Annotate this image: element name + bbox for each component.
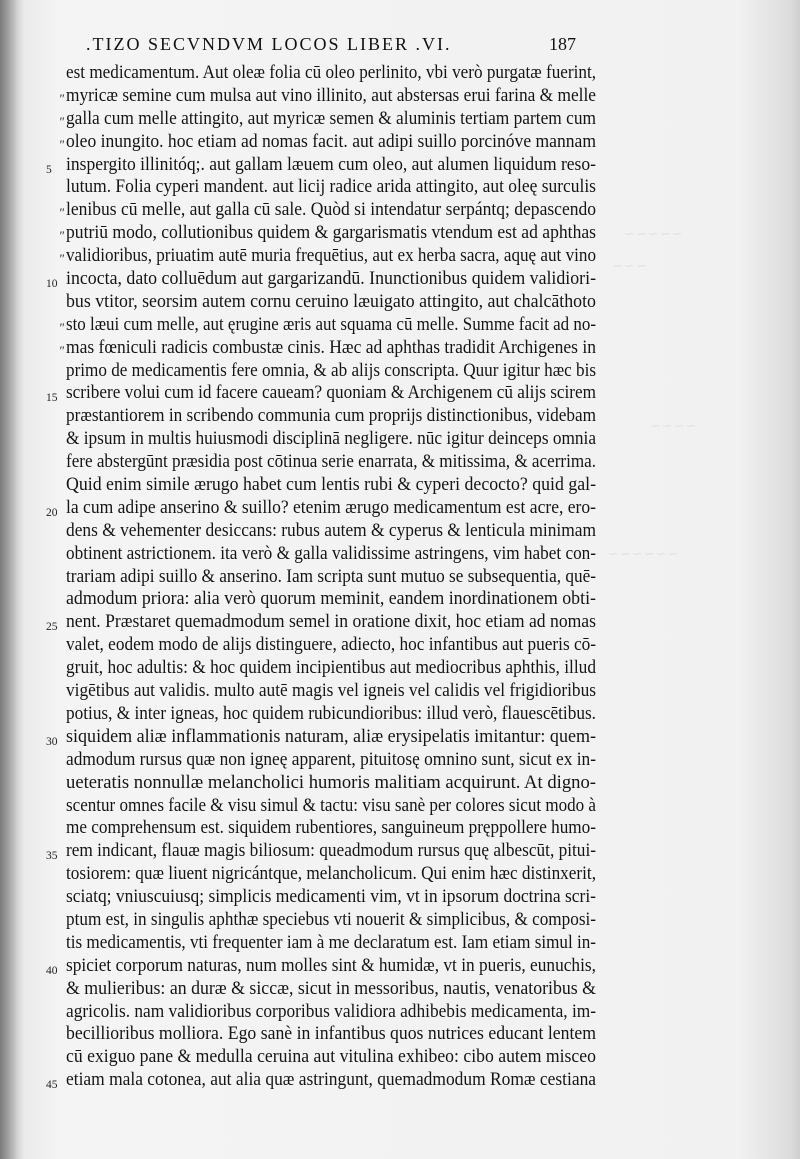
line-text: gruit, hoc adultis: & hoc quidem incipientibus aut mediocribus aphthis, illud xyxy=(66,657,597,679)
text-line xyxy=(46,382,597,405)
text-line xyxy=(66,451,596,474)
quotation-margin-mark: " xyxy=(58,343,64,358)
text-line xyxy=(66,566,596,589)
text-line xyxy=(46,1069,597,1092)
text-line xyxy=(46,725,597,749)
line-text: scentur omnes facile & visu simul & tactu: visu sanè per colores sicut modo à xyxy=(66,794,596,816)
line-text: validioribus, priuatim autē muria frequētius, aut ex herba sacra, aquę aut vino xyxy=(66,245,597,267)
line-text: potius, & inter igneas, hoc quidem rubicundioribus: illud verò, flauescētibus. xyxy=(66,702,596,724)
text-line xyxy=(66,360,596,383)
text-line xyxy=(46,954,596,978)
line-text: inspergito illinitóq;. aut gallam læuem cum oleo, aut alumen liquidum reso- xyxy=(66,153,596,175)
line-text: Quid enim simile ærugo habet cum lentis rubi & cyperi decocto? quid gal- xyxy=(66,474,597,496)
line-text: tosiorem: quæ liuent nigricántque, melancholicum. Qui enim hæc distinxerit, xyxy=(66,863,597,885)
line-text: & ipsum in multis huiusmodi disciplinā negligere. nūc igitur deinceps omnia xyxy=(66,428,597,450)
text-line xyxy=(58,222,597,245)
line-text: myricæ semine cum mulsa aut vino illinito, aut abstersas erui farina & melle xyxy=(66,84,596,106)
text-line xyxy=(66,772,596,795)
line-text: fere abstergūnt præsidia post cōtinua serie enarrata, & mitissima, & acerrima. xyxy=(66,451,596,473)
line-text: galla cum melle attingito, aut myricæ semen & aluminis tertiam partem cum xyxy=(66,107,597,129)
line-text: præstantiorem in scribendo communia cum proprijs distinctionibus, videbam xyxy=(66,405,597,427)
quotation-margin-mark: " xyxy=(58,206,64,221)
line-number: 45 xyxy=(46,1079,58,1092)
line-text: becillioribus molliora. Ego sanè in infantibus quos nutrices educant lentem xyxy=(66,1023,596,1045)
line-text: sciatq; vniuscuiusq; simplicis medicamenti vim, vt in ipsorum doctrina scri- xyxy=(66,886,596,908)
running-title: .TIZO SECVNDVM LOCOS LIBER .VI. xyxy=(86,34,452,54)
line-text: me comprehensum est. siquidem rubentiores, sanguineum pręppollere humo- xyxy=(66,817,596,839)
line-text: ueteratis nonnullæ melancholici humoris malitiam acquirunt. At digno- xyxy=(66,771,597,793)
line-text: spiciet corporum naturas, num molles sint & humidæ, vt in pueris, eunuchis, xyxy=(66,954,596,976)
line-text: vigētibus aut validis. multo autē magis vel igneis vel calidis vel frigidioribus xyxy=(66,680,596,702)
line-number: 25 xyxy=(46,621,58,634)
line-text: la cum adipe anserino & suillo? etenim ærugo medicamentum est acre, ero- xyxy=(66,496,597,518)
page-number: 187 xyxy=(549,34,576,54)
text-line xyxy=(66,795,596,818)
line-text: ptum est, in singulis aphthæ speciebus vti nouerit & simplicibus, & composi- xyxy=(66,908,597,930)
text-line xyxy=(46,153,596,177)
text-line xyxy=(66,588,596,611)
line-text: rem indicant, flauæ magis biliosum: queadmodum rursus quę albescūt, pitui- xyxy=(66,840,596,862)
text-line xyxy=(66,886,596,909)
bleed-through-mark: ∽∽∽∽∽∽ xyxy=(608,546,680,561)
line-text: etiam mala cotonea, aut alia quæ astringunt, quemadmodum Romæ cestiana xyxy=(66,1069,597,1091)
bleed-through-mark: ∽∽∽∽∽ xyxy=(624,226,684,241)
line-text: lenibus cū melle, aut galla cū sale. Quòd si intendatur serpántq; depascendo xyxy=(66,199,597,221)
line-text: scribere volui cum id facere caueam? quoniam & Archigenem cū alijs scirem xyxy=(66,382,597,404)
quotation-margin-mark: " xyxy=(58,252,64,267)
line-text: dens & vehementer desiccans: rubus autem & cyperus & lenticula minimam xyxy=(66,519,596,541)
line-text: & mulieribus: an duræ & siccæ, sicut in messoribus, nautis, venatoribus & xyxy=(66,977,597,999)
text-line xyxy=(66,291,596,314)
line-text: lutum. Folia cyperi mandent. aut licij radice arida attingito, aut oleę surculis xyxy=(66,176,596,198)
bleed-through-mark: ∽∽∽ xyxy=(612,258,648,273)
text-line xyxy=(58,199,597,222)
text-line xyxy=(66,428,596,451)
text-line xyxy=(66,62,596,85)
line-text: siquidem aliæ inflammationis naturam, aliæ erysipelatis imitantur: quem- xyxy=(66,725,597,747)
text-line xyxy=(46,496,597,520)
text-line xyxy=(58,313,596,337)
text-line xyxy=(66,520,596,543)
text-line xyxy=(66,978,596,1001)
text-line xyxy=(46,268,597,291)
text-line xyxy=(66,1023,596,1046)
text-line xyxy=(46,840,596,863)
line-text: admodum rursus quæ non igneę apparent, pituitosę omnino sunt, sicut ex in- xyxy=(66,748,596,770)
text-line xyxy=(66,405,596,428)
line-text: valet, eodem modo de alijs distinguere, adiecto, hoc infantibus aut pueris cō- xyxy=(66,634,597,656)
line-number: 35 xyxy=(46,850,58,863)
binding-shadow xyxy=(0,0,24,1159)
text-line xyxy=(66,1046,596,1069)
quotation-margin-mark: " xyxy=(58,229,64,244)
line-number: 20 xyxy=(46,506,58,519)
text-line xyxy=(66,749,596,772)
running-header xyxy=(86,34,576,60)
line-text: trariam adipi suillo & anserino. Iam scripta sunt mutuo se subsequentia, quē- xyxy=(66,565,597,587)
text-line xyxy=(66,680,596,703)
line-text: primo de medicamentis fere omnia, & ab alijs conscripta. Quur igitur hæc bis xyxy=(66,359,597,381)
line-text: est medicamentum. Aut oleæ folia cū oleo perlinito, vbi verò purgatæ fuerint, xyxy=(66,62,597,83)
text-line xyxy=(58,84,596,108)
text-line xyxy=(58,107,597,131)
line-number: 15 xyxy=(46,392,58,405)
text-line xyxy=(58,245,597,268)
quotation-margin-mark: " xyxy=(58,91,64,106)
text-line xyxy=(66,932,596,955)
line-text: nent. Præstaret quemadmodum semel in oratione dixit, hoc etiam ad nomas xyxy=(66,611,596,633)
text-line xyxy=(66,474,596,497)
bleed-through-mark: ∽∽∽∽ xyxy=(650,418,698,433)
text-line xyxy=(66,634,596,657)
quotation-margin-mark: " xyxy=(58,320,64,335)
line-text: incocta, dato colluēdum aut gargarizandū. Inunctionibus quidem validiori- xyxy=(66,268,597,290)
text-line xyxy=(66,817,596,840)
text-line xyxy=(66,657,596,680)
line-text: bus vtitor, seorsim autem cornu ceruino læuigato attingito, aut chalcāthoto xyxy=(66,290,596,312)
line-text: cū exiguo pane & medulla ceruina aut vitulina exhibeo: cibo autem misceo xyxy=(66,1046,596,1068)
line-number: 40 xyxy=(46,964,58,977)
line-number: 30 xyxy=(46,735,58,748)
line-number: 10 xyxy=(46,278,58,291)
line-text: oleo inungito. hoc etiam ad nomas facit. aut adipi suillo porcinóve mannam xyxy=(66,130,596,152)
text-line xyxy=(66,909,596,932)
text-line xyxy=(66,703,596,726)
line-text: admodum priora: alia verò quorum meminit, eandem inordinationem obti- xyxy=(66,588,596,610)
line-number: 5 xyxy=(46,163,52,176)
text-line xyxy=(66,176,596,199)
quotation-margin-mark: " xyxy=(58,137,64,152)
text-line xyxy=(66,863,596,886)
body-text xyxy=(46,62,597,1092)
text-line xyxy=(58,130,596,154)
line-text: obtinent astrictionem. ita verò & galla validissime astringens, vim habet con- xyxy=(66,542,597,564)
line-text: agricolis. nam validioribus corporibus validiora adhibebis medicamenta, im- xyxy=(66,1000,597,1022)
line-text: mas fœniculi radicis combustæ cinis. Hæc ad aphthas tradidit Archigenes in xyxy=(66,336,596,358)
line-text: putriū modo, collutionibus quidem & gargarismatis vtendum est ad aphthas xyxy=(66,222,597,244)
line-text: tis medicamentis, vti frequenter iam à me declaratum est. Iam etiam simul in- xyxy=(66,931,597,953)
text-line xyxy=(46,611,596,634)
text-line xyxy=(66,543,596,566)
quotation-margin-mark: " xyxy=(58,114,64,129)
text-line xyxy=(66,1001,596,1024)
line-text: sto læui cum melle, aut ęrugine æris aut squama cū melle. Summe facit ad no- xyxy=(66,313,596,335)
text-line xyxy=(58,336,596,360)
